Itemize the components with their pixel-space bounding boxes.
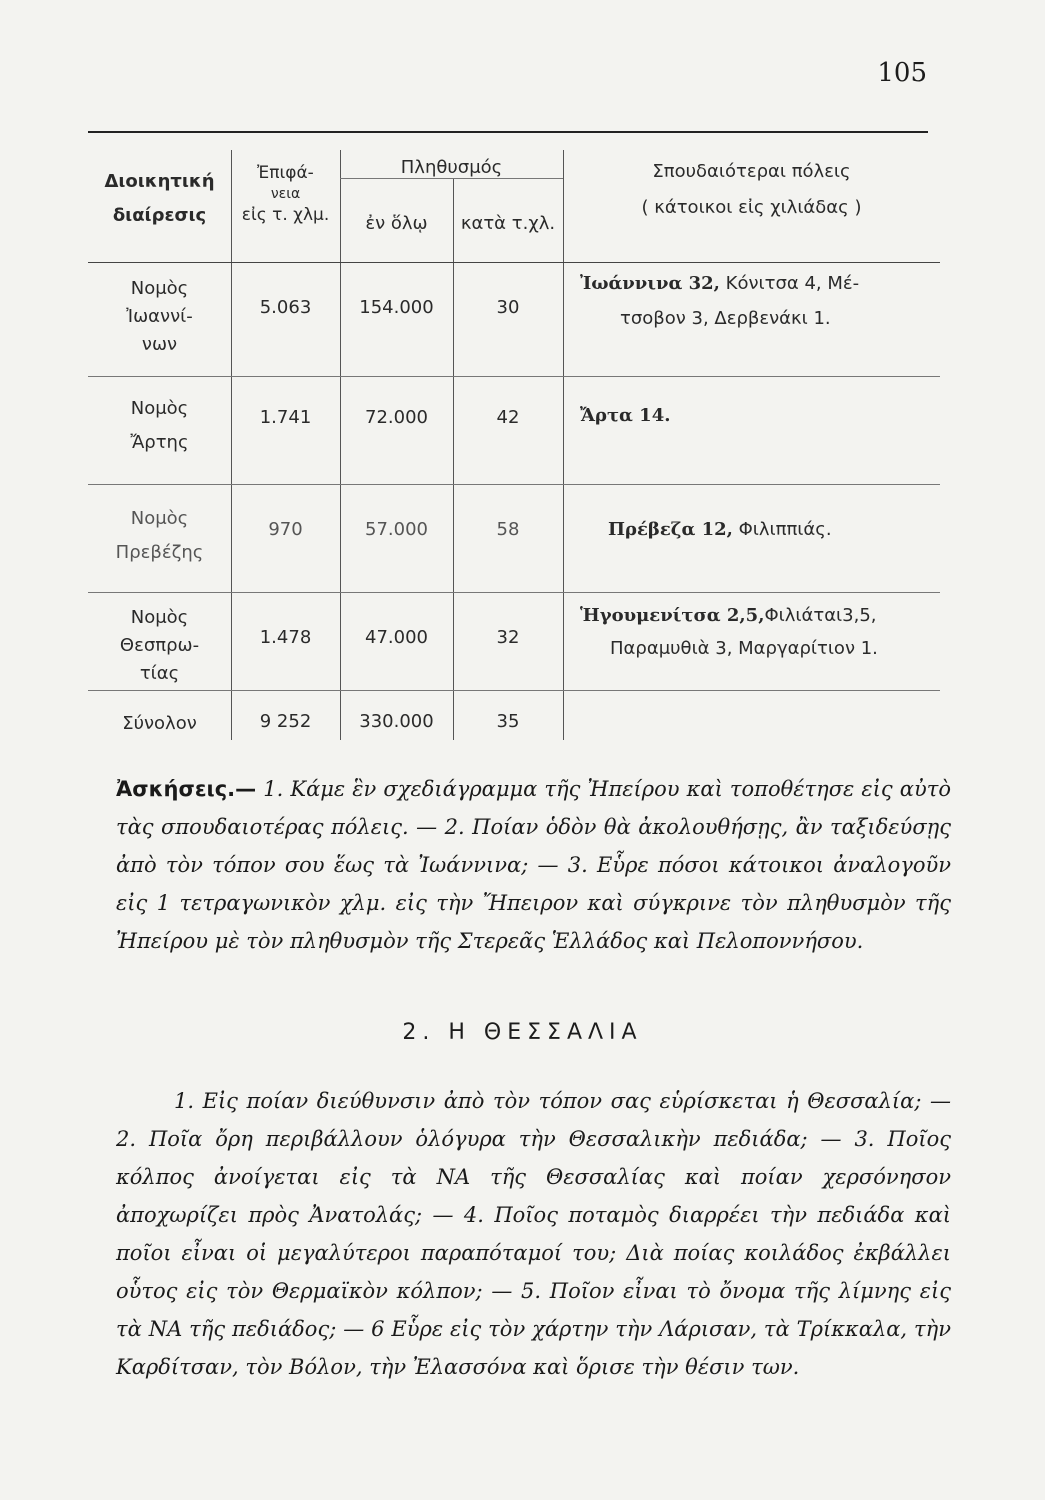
page-number: 105 [877,58,927,88]
row-cities [580,402,935,431]
total-density: 35 [496,711,520,732]
row-area: 970 [268,519,303,540]
row-density: 42 [496,407,520,428]
division-line: Νομὸς [130,508,189,529]
division-line: Ἰωαννί- [126,306,193,327]
row-division [88,275,231,359]
division-line: Ἄρτης [130,432,189,453]
city-rest: Φιλιάται3,5, [764,605,877,626]
city-main: Ἄρτα 14. [580,405,671,426]
city-rest: Φιλιππιάς. [732,519,832,540]
row-division [88,604,231,688]
division-line: νων [141,334,178,355]
header-pop-total: ἐν ὅλῳ [365,213,428,234]
row-density: 30 [496,297,520,318]
header-area [231,162,340,227]
city-rest: Κόνιτσα 4, Μέ- [719,273,860,294]
header-cities [563,160,940,221]
division-line: Θεσπρω- [119,635,200,656]
row-rule [88,592,940,593]
division-line: Νομὸς [130,607,189,628]
division-line: τίας [139,663,180,684]
col-divider [563,150,564,740]
row-rule [88,690,940,691]
row-area: 1.478 [259,627,312,648]
col-divider [231,150,232,740]
division-line: Πρεβέζης [115,542,204,563]
header-cities-line2: ( κάτοικοι εἰς χιλιάδας ) [641,197,862,219]
division-line: Νομὸς [130,398,189,419]
col-divider [340,150,341,740]
exercises-paragraph [116,770,951,960]
exercises-lead: Ἀσκήσεις.— [116,777,257,801]
questions-paragraph: 1. Εἰς ποίαν διεύθυνσιν ἀπὸ τὸν τόπον σας εὑρίσκεται ἡ Θεσσαλία; — 2. Ποῖα ὄρη περιβάλλουν ὁλόγυρα τὴν Θεσσαλικὴν πεδιάδα; — 3. Ποῖος κόλπος ἀνοίγεται εἰς τὰ ΝΑ τῆς Θεσσαλίας καὶ ποίαν χερσόνησον ἀποχωρίζει πρὸς Ἀνατολάς; — 4. Ποῖος ποταμὸς διαρρέει τὴν πεδιάδα καὶ ποῖοι εἶναι οἱ μεγαλύτεροι παραπόταμοί του; Διὰ ποίας κοιλάδος ἐκβάλλει οὗτος εἰς τὸν Θερμαϊκὸν κόλπον; — 5. Ποῖον εἶναι τὸ ὄνομα τῆς λίμνης εἰς τὰ ΝΑ τῆς πεδιάδος; — 6 Εὗρε εἰς τὸν χάρτην τὴν Λάρισαν, τὰ Τρίκκαλα, τὴν Καρδίτσαν, τὸν Βόλον, τὴν Ἐλασσόνα καὶ ὅρισε τὴν θέσιν των. [116,1089,951,1379]
header-division-line1: Διοικητική [104,171,215,192]
row-area: 1.741 [259,407,312,428]
division-line: Νομὸς [130,278,189,299]
row-pop-total: 72.000 [365,407,428,428]
city-main: Πρέβεζα 12, [608,519,733,540]
row-pop-total: 154.000 [359,297,434,318]
row-pop-total: 47.000 [365,627,428,648]
header-population: Πληθυσμός [400,157,503,178]
city-line2: Παραμυθιὰ 3, Μαργαρίτιον 1. [610,637,878,659]
total-pop: 330.000 [359,711,434,732]
population-table [88,150,940,750]
top-rule [88,131,928,133]
header-pop-density: κατὰ τ.χλ. [460,213,556,234]
row-rule [88,484,940,485]
section-title: 2. Η ΘΕΣΣΑΛΙΑ [402,1020,643,1045]
header-division-line2: διαίρεσις [112,205,207,227]
row-pop-total: 57.000 [365,519,428,540]
exercises-text: 1. Κάμε ἓν σχεδιάγραμμα τῆς Ἠπείρου καὶ τοποθέτησε εἰς αὐτὸ τὰς σπουδαιοτέρας πόλεις. — 2. Ποίαν ὁδὸν θὰ ἀκολουθήσῃς, ἂν ταξιδεύσῃς ἀπὸ τὸν τόπον σου ἕως τὰ Ἰωάννινα; — 3. Εὗρε πόσοι κάτοικοι ἀναλογοῦν εἰς 1 τετραγωνικὸν χλμ. εἰς τὴν Ἤπειρον καὶ σύγκρινε τὸν πληθυσμὸν τῆς Ἠπείρου μὲ τὸν πληθυσμὸν τῆς Στερεᾶς Ἑλλάδος καὶ Πελοποννήσου. [116,777,951,953]
row-rule [88,376,940,377]
header-area-line2: νεια [270,185,301,202]
header-division [88,170,231,229]
total-label: Σύνολον [122,713,197,734]
city-main: Ἰωάννινα 32, [580,273,720,294]
city-line2: τσοβον 3, Δερβενάκι 1. [620,307,831,329]
header-rule [88,262,940,263]
header-area-line3: εἰς τ. χλμ. [241,204,330,225]
header-cities-line1: Σπουδαιότεραι πόλεις [652,161,851,182]
row-density: 58 [496,519,520,540]
city-main: Ἡγουμενίτσα 2,5, [580,605,765,626]
row-density: 32 [496,627,520,648]
row-division [88,392,231,460]
row-cities [580,270,935,334]
row-area: 5.063 [259,297,312,318]
total-area: 9 252 [259,711,312,732]
header-area-line1: Ἐπιφά- [257,163,314,183]
row-division [88,502,231,570]
row-cities [580,602,940,664]
row-cities [608,516,938,545]
